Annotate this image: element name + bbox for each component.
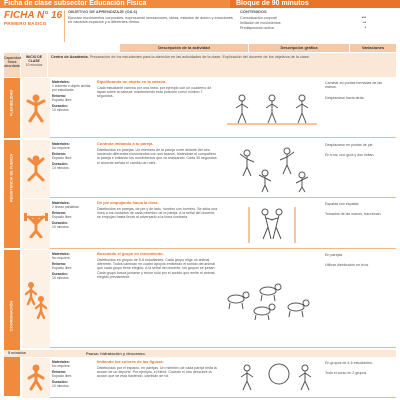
activity-materials: Materiales: 2 líneas paralelas. Entorno: Espacio libre. Duración: 10 minutos. — [50, 199, 94, 249]
animal-groups-illustration — [222, 250, 322, 348]
mirror-pairs-illustration — [222, 140, 322, 198]
contenido-item: Comunicación corporal *** — [240, 15, 366, 20]
activity-variations: En parejas. Utilizar distribución en tríos. — [322, 250, 396, 348]
activity-row — [22, 358, 396, 398]
pushing-pair-illustration — [222, 199, 322, 249]
header-description: Descripción de la actividad — [120, 44, 248, 52]
activity-description: Imitando los colores de las figuras. Distribuidos por el espacio, en parejas. Un miembro de cada pareja imita la acción de un deporte. Por ejemplo, el fútbol. Cuando el otro descubre la acción que se está haciendo, cambian de rol. — [94, 358, 222, 398]
activity-variations: Desplazarse en puntas de pie. En tríos, uno guía y dos imitan. — [322, 140, 396, 198]
activity-row — [22, 140, 396, 198]
header-graphic: Descripción gráfica — [249, 44, 349, 52]
pause-row — [4, 350, 396, 357]
circle-game-illustration — [222, 358, 322, 398]
band-strength: RESISTENCIA DE FUERZA — [4, 140, 20, 248]
activity-description: Controla imitando a tu pareja. Distribuidos en parejas. Un miembro de la pareja corre delante del otro haciendo diferentes movimientos con sus brazos, tocándose el compañero la pareja e imitando los movimientos que va realizando. Cada 30 segundos el docente señala el cambio de roles. — [94, 140, 222, 198]
activity-row — [22, 78, 396, 138]
block-duration: Bloque de 90 minutos — [230, 0, 400, 8]
intro-description: Centro de Academia. Preparación de los estudiantes para la atención en las actividades de la clase. Explicación del docente de los objetivos de la clase. — [48, 53, 396, 77]
stretch-figure-icon — [22, 78, 50, 138]
capacity-label: Capacidad física abordada — [4, 53, 20, 77]
activity-materials: Materiales: No requiere. Entorno: Espacio libre. Duración: 10 minutos. — [50, 140, 94, 198]
ficha-box — [4, 10, 64, 42]
activity-materials: Materiales: No requiere. Entorno: Espacio libre. Duración: 10 minutos. — [50, 358, 94, 398]
phase-cell: INICIO DE CLASE 10 minutos — [21, 53, 47, 77]
objective-heading: OBJETIVO DE APRENDIZAJE (OA 6) — [68, 9, 138, 14]
ficha-number: FICHA N° 16 — [4, 10, 63, 21]
weightlifter-icon — [22, 199, 50, 249]
activity-description: Buscando el grupo en movimiento. Distribuidos en grupos de 5-6 estudiantes. Cada grupo elige un animal diferente. Todos caminan en cuatro apoyos emitiendo el sonido del animal que cada grupo tiene elegido. A la señal del docente, los grupos se juntan. Cada grupo busca juntarse y reúne sólo por el sonido que emite el animal elegido previamente. — [94, 250, 222, 348]
activity-variations: En grupos de 4-6 estudiantes. Todo el curso en 2 grupos. — [322, 358, 396, 398]
ficha-level: PRIMERO BÁSICO — [4, 21, 47, 26]
objective-box — [64, 10, 234, 42]
contenido-item: Predisposición activa * — [240, 26, 366, 31]
activity-materials: Materiales: No requiere. Entorno: Espacio libre. Duración: 15 minutos. — [50, 250, 94, 348]
band-coordination: COORDINACIÓN — [4, 250, 20, 396]
jumping-figure-icon — [22, 140, 50, 198]
sheet-title: Ficha de clase subsector Educación Física — [0, 0, 230, 8]
jumping-rope-icon — [22, 358, 50, 398]
contenido-item: Imitación de movimientos ** — [240, 21, 366, 26]
balance-walk-illustration — [222, 78, 322, 138]
contenidos-box — [234, 10, 396, 42]
group-figures-icon — [22, 250, 50, 348]
activity-variations: Espalda con espalda. Tomados de las manos, traccionan. — [322, 199, 396, 249]
info-section — [4, 10, 396, 42]
activity-row — [22, 250, 396, 348]
intro-row — [4, 53, 396, 78]
pause-text: Pausa: hidratación y descanso. — [86, 351, 146, 356]
pause-minutes: 5 minutos — [8, 351, 26, 355]
title-bar — [0, 0, 400, 8]
activity-description: De pie empujando hacia la línea. Distribuidos en parejas, de pie y de lado, hombro con hombro. Se sitúa una línea a los costados de cada miembro de la pareja. A la señal del docente, se empujan hasta llevar al adversario a la línea contraria. — [94, 199, 222, 249]
activity-variations: Caminar en puntas formadas de las manos. Desplazarse hacia atrás. — [322, 78, 396, 138]
column-headers — [4, 44, 396, 52]
activity-row — [22, 199, 396, 249]
band-flexibility: FLEXIBILIDAD — [4, 78, 20, 138]
contenidos-heading: CONTENIDOS — [240, 9, 267, 14]
activity-description: Equilibrando un objeto en la cabeza. Cada estudiante camina por una línea, por ejemplo con un cuaderno de tapas sobre la cabeza, manteniendo esta posición como mínimo 7 segundos. — [94, 78, 222, 138]
header-variations: Variaciones — [350, 44, 396, 52]
activity-materials: Materiales: 1 cubierta o objeto similar por estudiante. Entorno: Espacio libre. Duración: 10 minutos. — [50, 78, 94, 138]
objective-text: Ejecutar movimientos corporales, expresando sensaciones, ideas, estados de ánimo y emociones en variados espacios y a diferentes ritmos. — [68, 15, 233, 25]
